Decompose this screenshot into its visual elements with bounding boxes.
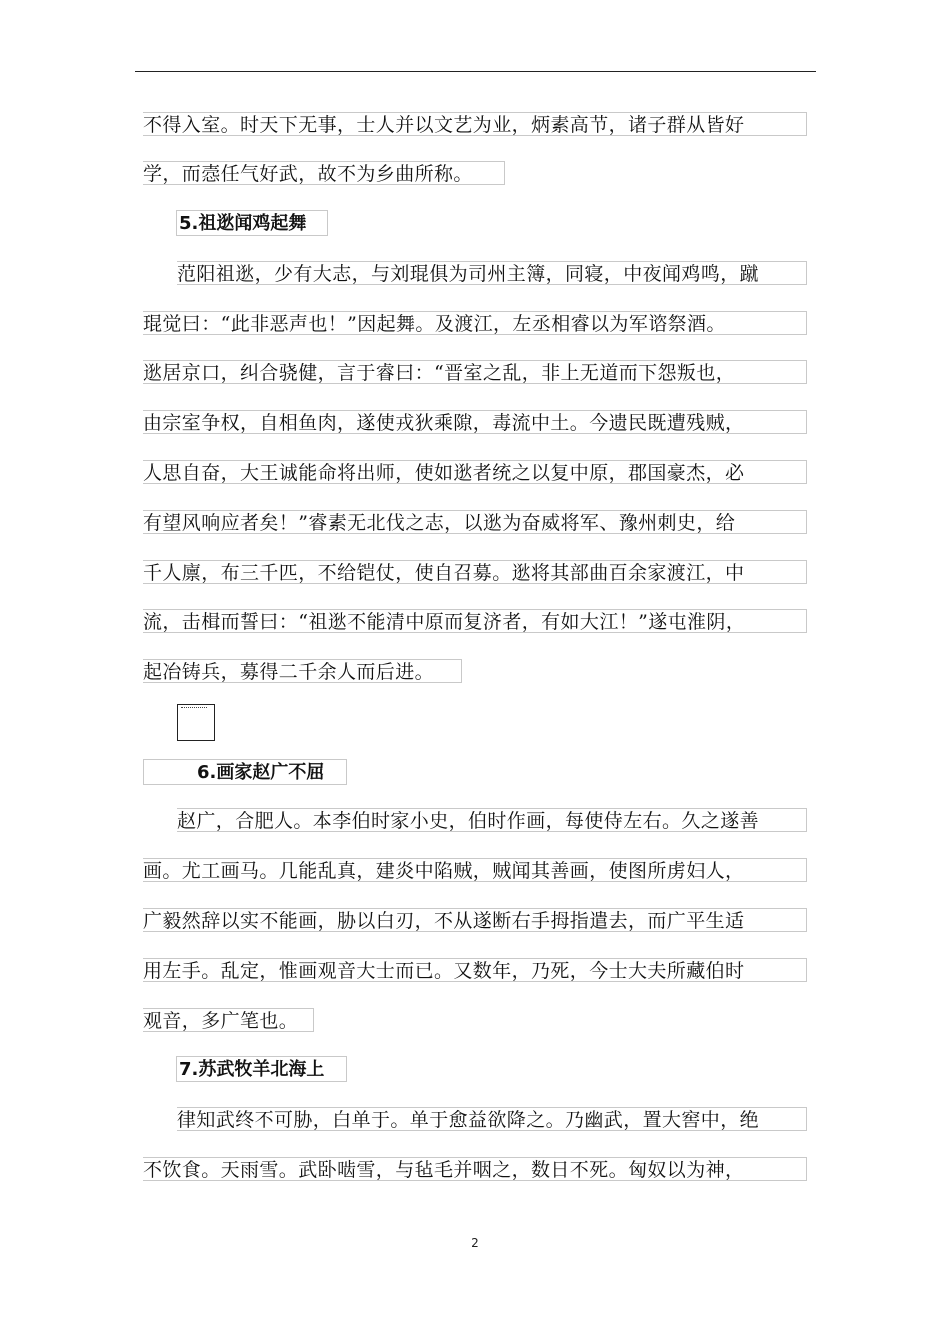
text-line: 不饮食。天雨雪。武卧啮雪，与毡毛并咽之，数日不死。匈奴以为神， [143,1157,807,1181]
text-line: 不得入室。时天下无事，士人并以文艺为业，炳素高节，诸子群从皆好 [143,112,807,136]
text-line: 琨觉曰：“此非恶声也！”因起舞。及渡江，左丞相睿以为军谘祭酒。 [143,311,807,335]
text-line: 广毅然辞以实不能画，胁以白刃，不从遂断右手拇指遣去，而广平生适 [143,908,807,932]
text-line: 律知武终不可胁，白单于。单于愈益欲降之。乃幽武，置大窖中，绝 [177,1107,807,1131]
text-line: 人思自奋，大王诚能命将出师，使如逖者统之以复中原，郡国豪杰，必 [143,460,807,484]
image-detail [181,707,207,711]
header-rule [135,71,816,72]
text-line: 千人廪，布三千匹，不给铠仗，使自召募。逖将其部曲百余家渡江，中 [143,560,807,584]
text-line: 观音，多广笔也。 [143,1008,314,1032]
text-line: 由宗室争权，自相鱼肉，遂使戎狄乘隙，毒流中土。今遗民既遭残贼， [143,410,807,434]
embedded-image [177,704,215,741]
text-line: 赵广，合肥人。本李伯时家小史，伯时作画，每使侍左右。久之遂善 [177,808,807,832]
text-line: 有望风响应者矣！”睿素无北伐之志，以逖为奋威将军、豫州刺史，给 [143,510,807,534]
text-line: 起冶铸兵，募得二千余人而后进。 [143,659,462,683]
section-heading-6: 6.画家赵广不屈 [143,759,347,785]
text-line: 逖居京口，纠合骁健，言于睿曰：“晋室之乱，非上无道而下怨叛也， [143,360,807,384]
section-heading-5: 5.祖逖闻鸡起舞 [176,210,328,236]
text-line: 学，而悫任气好武，故不为乡曲所称。 [143,161,505,185]
section-heading-7: 7.苏武牧羊北海上 [176,1056,347,1082]
text-line: 画。尤工画马。几能乱真，建炎中陷贼，贼闻其善画，使图所虏妇人， [143,858,807,882]
text-line: 流，击楫而誓曰：“祖逖不能清中原而复济者，有如大江！”遂屯淮阴， [143,609,807,633]
text-line: 用左手。乱定，惟画观音大士而已。又数年，乃死，今士大夫所藏伯时 [143,958,807,982]
page-number: 2 [471,1236,479,1250]
text-line: 范阳祖逖，少有大志，与刘琨俱为司州主簿，同寝，中夜闻鸡鸣，蹴 [177,261,807,285]
